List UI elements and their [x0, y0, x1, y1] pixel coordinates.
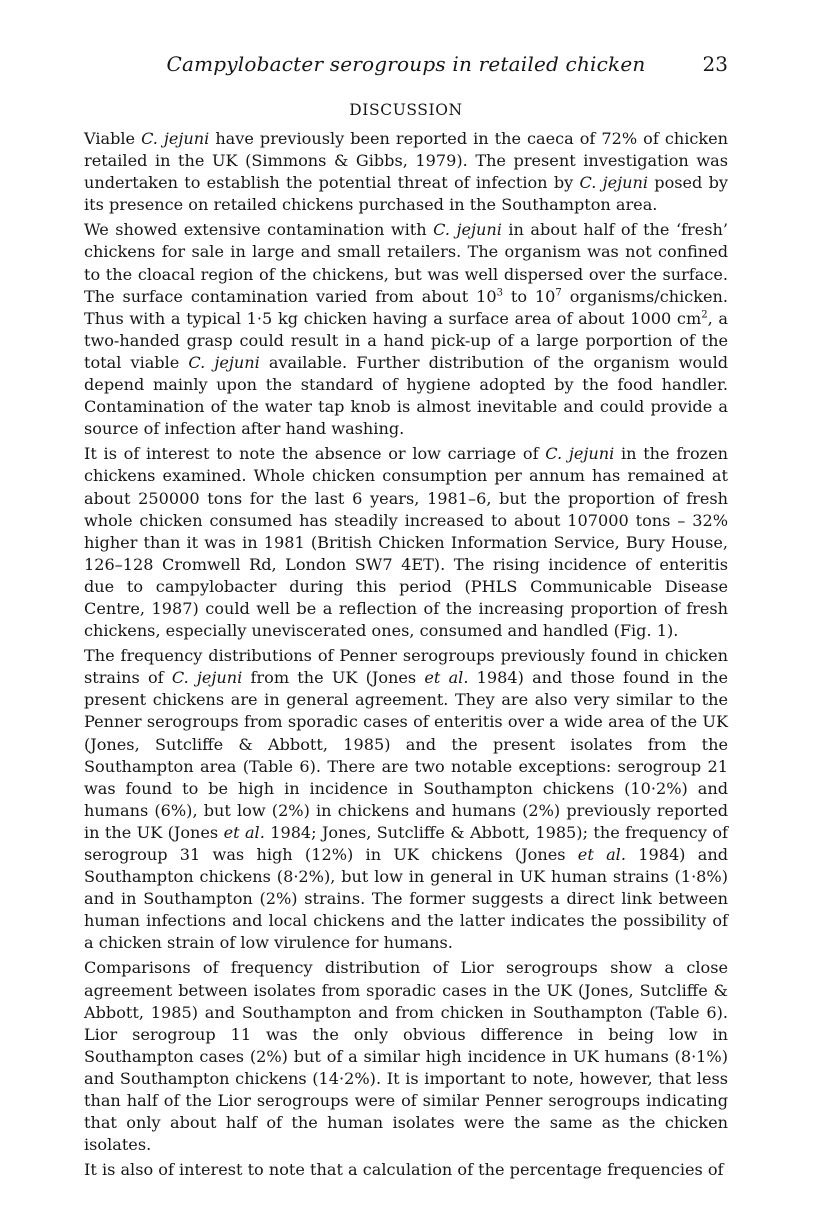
paragraph [84, 957, 728, 1156]
text-run: posed by its presence on retailed chickens purchased in the Southampton area. [84, 173, 729, 215]
text-run: The frequency distributions of Penner serogroups previously found in chicken strains of [84, 646, 728, 688]
superscript-run: 3 [496, 287, 503, 299]
text-run: 1984; Jones, Sutcliffe & Abbott, 1985); the frequency of serogroup 31 was high (12%) in UK chickens (Jones [84, 822, 728, 864]
superscript-run: 7 [555, 287, 562, 299]
text-run: , a two-handed grasp could result in a hand pick-up of a large porportion of the total viable [84, 308, 729, 372]
paragraph [84, 128, 728, 216]
running-title: Campylobacter serogroups in retailed chicken [166, 52, 646, 76]
superscript-run: 2 [701, 309, 708, 321]
italic-run: C. jejuni [433, 220, 502, 240]
page-header [84, 52, 728, 80]
italic-run: C. jejuni [579, 173, 648, 193]
text-run: from the UK (Jones [242, 668, 425, 688]
text-run: to 10 [502, 286, 556, 306]
italic-run: C. jejuni [141, 129, 210, 148]
text-run: have previously been reported in the caeca of 72% of chicken retailed in the UK (Simmons & Gibbs, 1979). The present investigation was undertaken to establish the potential threat of infection by [84, 129, 728, 193]
page-number: 23 [702, 52, 728, 76]
italic-run: C. jejuni [188, 352, 260, 372]
text-run: It is also of interest to note that a calculation of the percentage frequencies of [84, 1160, 724, 1180]
italic-run: et al. [223, 822, 265, 842]
paragraph [84, 219, 728, 440]
text-run: Comparisons of frequency distribution of Lior serogroups show a close agreement between isolates from sporadic cases in the UK (Jones, Sutcliffe & Abbott, 1985) and Southampton and from chicken in Southampton (Table 6). Lior serogroup 11 was the only obvious difference in being low in Southampton cases (2%) but of a similar high incidence in UK humans (8·1%) and Southampton chickens (14·2%). It is important to note, however, that less than half of the Lior serogroups were of similar Penner serogroups indicating that only about half of the human isolates were the same as the chicken isolates. [84, 958, 728, 1155]
discussion-body [84, 128, 728, 1184]
text-run: 1984) and those found in the present chickens are in general agreement. They are also very similar to the Penner serogroups from sporadic cases of enteritis over a wide area of the UK (Jones, Sutcliffe & Abbott, 1985) and the present isolates from the Southampton area (Table 6). There are two notable exceptions: serogroup 21 was found to be high in incidence in Southampton chickens (10·2%) and humans (6%), but low (2%) in chickens and humans (2%) previously reported in the UK (Jones [84, 668, 728, 842]
paragraph [84, 1159, 728, 1181]
text-run: in about half of the ‘fresh’ chickens for sale in large and small retailers. The organism was not confined to the cloacal region of the chickens, but was well dispersed over the surface. The surface contamination varied from about 10 [84, 220, 728, 306]
text-run: in the frozen chickens examined. Whole chicken consumption per annum has remained at about 250000 tons for the last 6 years, 1981–6, but the proportion of fresh whole chicken consumed has steadily increased to about 107000 tons – 32% higher than it was in 1981 (British Chicken Information Service, Bury House, 126–128 Cromwell Rd, London SW7 4ET). The rising incidence of enteritis due to campylobacter during this period (PHLS Communicable Disease Centre, 1987) could well be a reflection of the increasing proportion of fresh chickens, especially uneviscerated ones, consumed and handled (Fig. 1). [84, 444, 728, 641]
text-run: organisms/chicken. Thus with a typical 1·5 kg chicken having a surface area of about 1000 cm [84, 286, 729, 328]
text-run: We showed extensive contamination with [84, 220, 434, 240]
paragraph [84, 443, 728, 642]
paragraph [84, 645, 728, 954]
section-heading: DISCUSSION [349, 101, 463, 119]
text-run: available. Further distribution of the organism would depend mainly upon the standard of hygiene adopted by the food handler. Contamination of the water tap knob is almost inevitable and could provide a source of infection after hand washing. [84, 352, 729, 439]
text-run: 1984) and Southampton chickens (8·2%), but low in general in UK human strains (1·8%) and in Southampton (2%) strains. The former suggests a direct link between human infections and local chickens and the latter indicates the possibility of a chicken strain of low virulence for humans. [84, 845, 729, 953]
italic-run: et al. [424, 668, 469, 688]
italic-run: C. jejuni [545, 444, 615, 464]
text-run: Viable [84, 129, 142, 148]
italic-run: C. jejuni [171, 668, 243, 688]
italic-run: et al. [577, 845, 626, 864]
text-run: It is of interest to note the absence or low carriage of [84, 444, 546, 464]
